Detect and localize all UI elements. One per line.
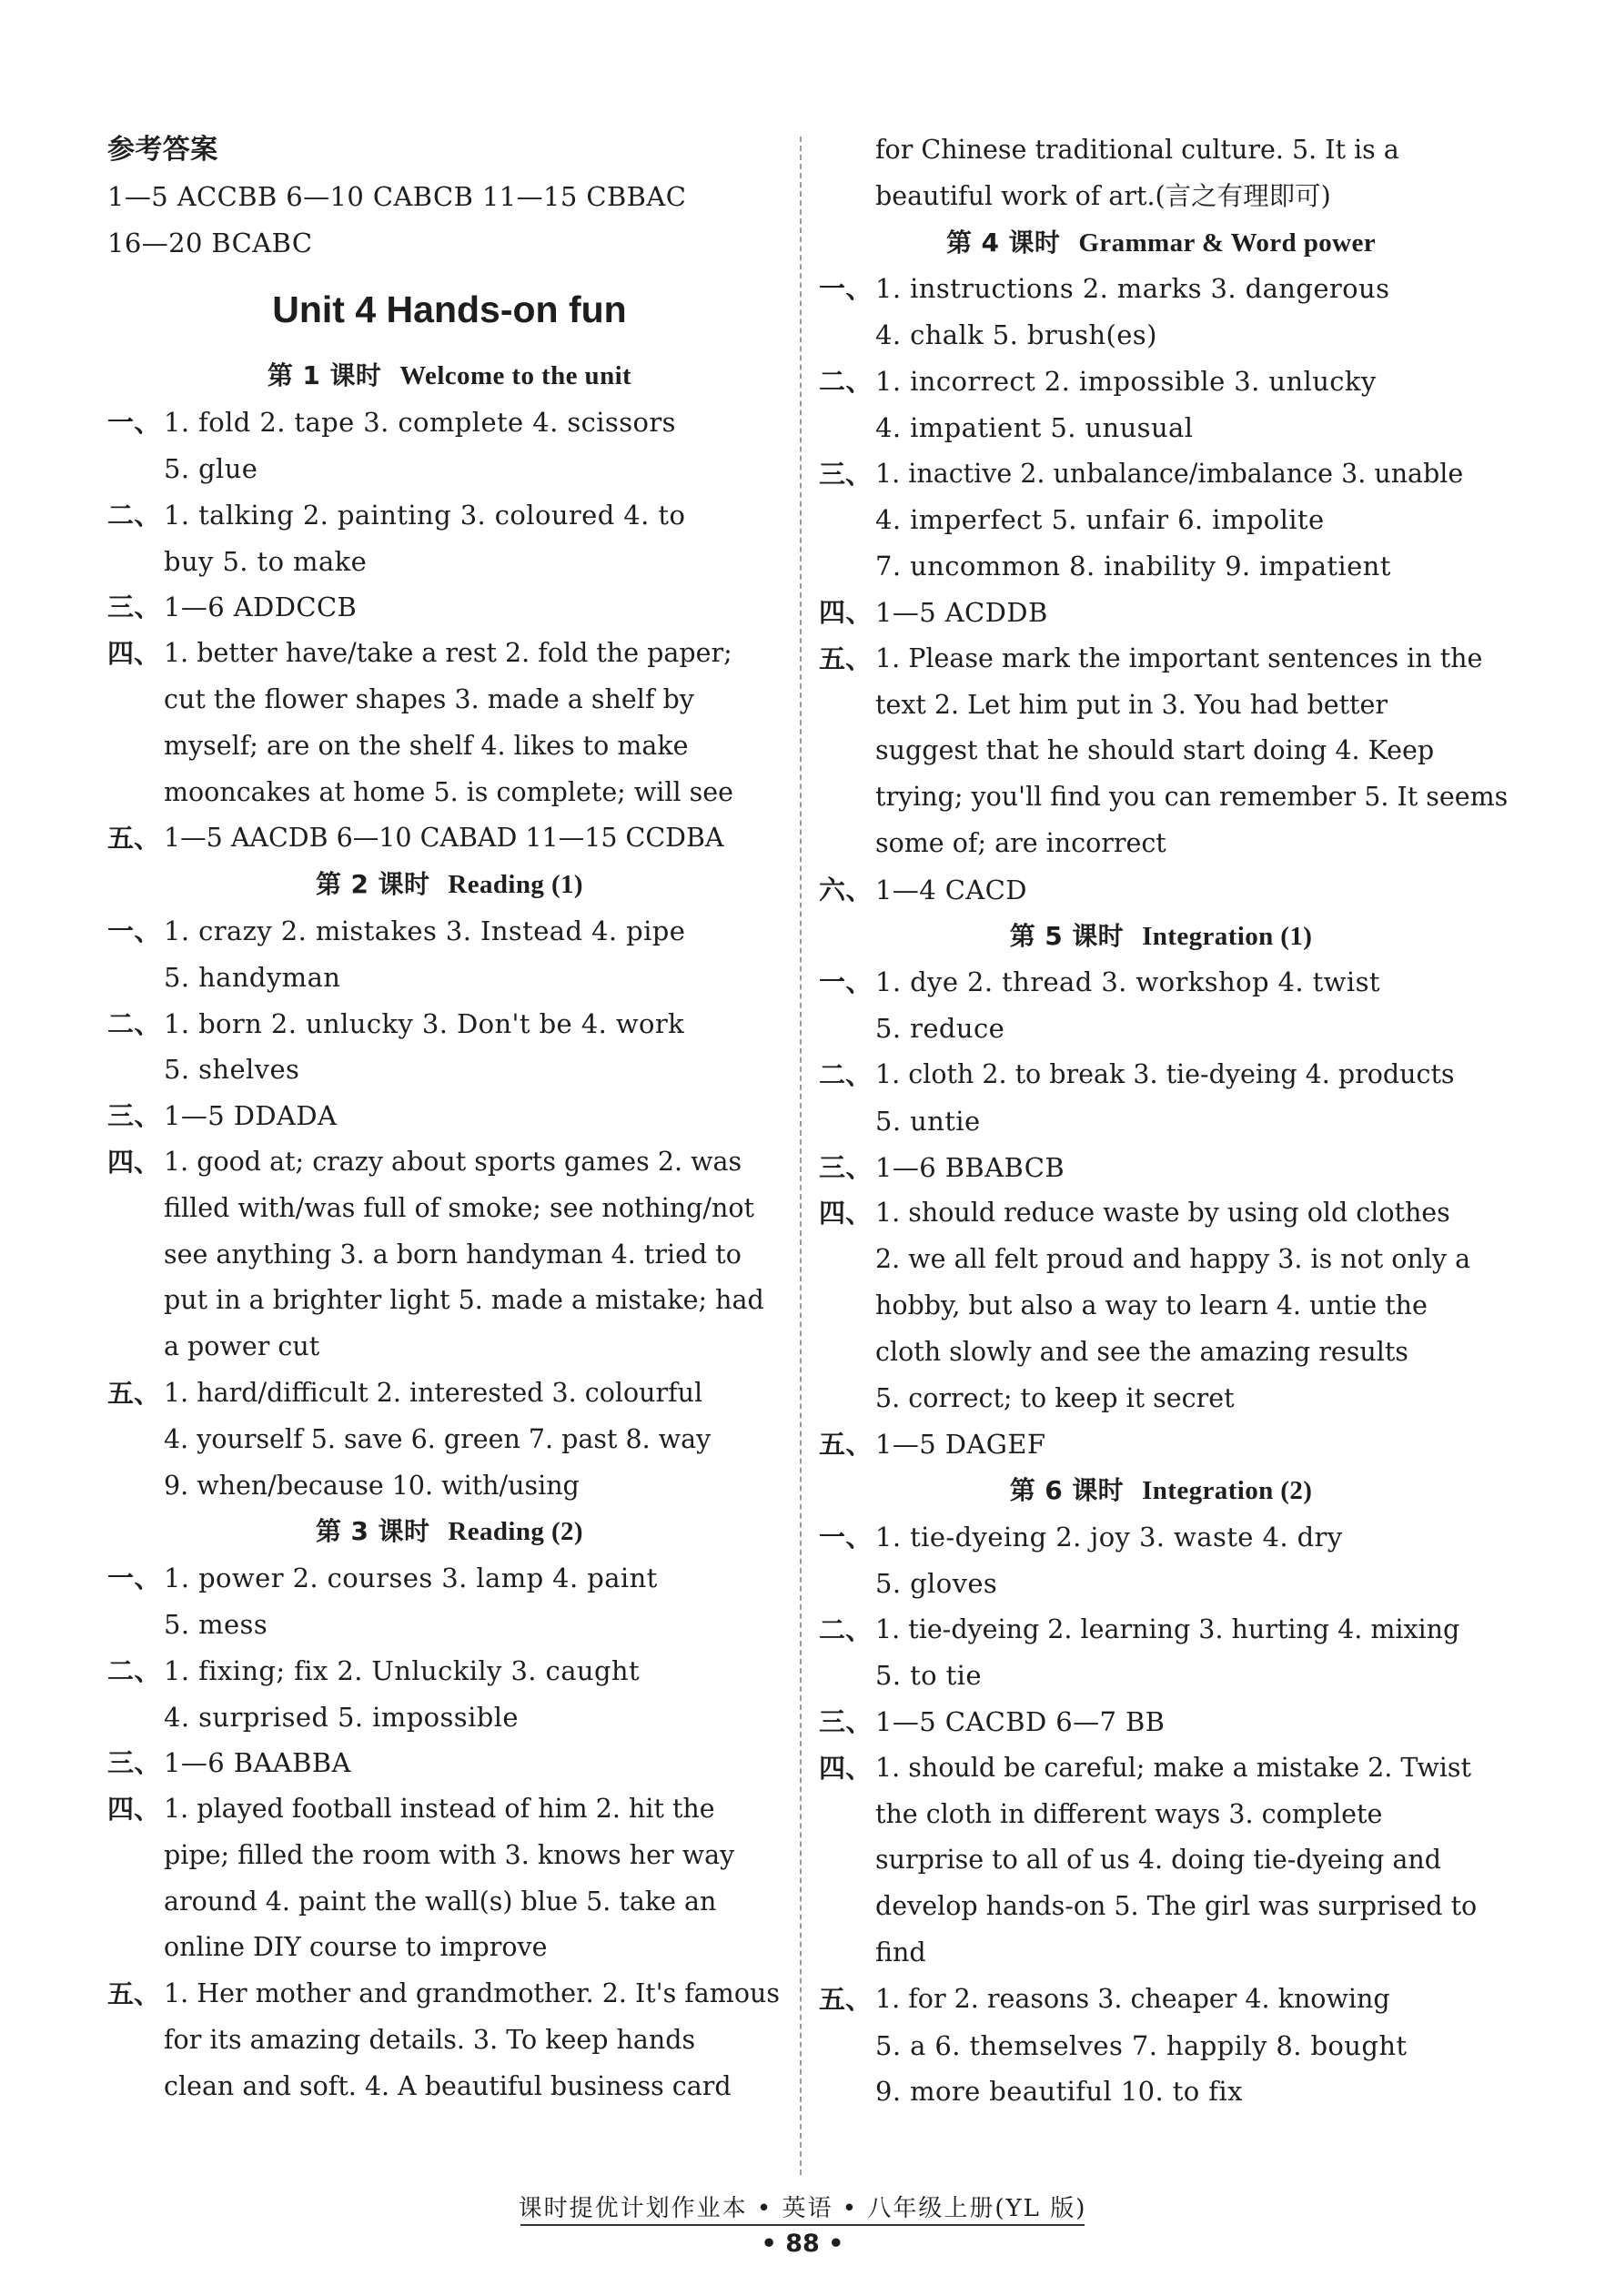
- answer-text: 5. to tie: [875, 1660, 982, 1692]
- answer-text: 1—5 DDADA: [164, 1100, 338, 1132]
- lesson-1-heading: [107, 353, 792, 400]
- answer-text: surprise to all of us 4. doing tie-dyeing and: [875, 1845, 1441, 1876]
- answer-text: beautiful work of art.(言之有理即可): [875, 180, 1331, 211]
- section-marker: 五、: [107, 1377, 161, 1409]
- answer-line: [107, 955, 792, 1001]
- answer-line: [819, 590, 1503, 636]
- answer-line: [107, 1417, 792, 1463]
- answer-line: [819, 1098, 1503, 1145]
- answer-text: 1. instructions 2. marks 3. dangerous: [875, 273, 1390, 305]
- answer-line: [819, 497, 1503, 543]
- answer-line: [107, 908, 792, 955]
- answer-text: 5. glue: [164, 452, 258, 484]
- answer-line: [819, 2068, 1503, 2115]
- answer-text: trying; you'll find you can remember 5. It seems: [875, 782, 1509, 813]
- answer-line: [819, 1792, 1503, 1838]
- answer-text: 1. Her mother and grandmother. 2. It's famous: [164, 1978, 780, 2009]
- answer-line: [107, 1047, 792, 1093]
- answer-text: 1—4 CACD: [875, 874, 1027, 905]
- answer-line: [107, 1463, 792, 1510]
- answer-text: 1. cloth 2. to break 3. tie-dyeing 4. products: [875, 1058, 1455, 1089]
- answer-line: [819, 1653, 1503, 1699]
- section-marker: 四、: [819, 1198, 873, 1229]
- answer-text: 1. for 2. reasons 3. cheaper 4. knowing: [875, 1983, 1390, 2014]
- answer-text: 4. chalk 5. brush(es): [875, 319, 1157, 351]
- answer-text: online DIY course to improve: [164, 1932, 548, 1963]
- answer-text: 1—5 CACBD 6—7 BB: [875, 1706, 1166, 1738]
- answer-line: [107, 400, 792, 446]
- section-marker: 一、: [107, 1563, 161, 1594]
- lesson-number: 第 3 课时: [316, 1516, 430, 1547]
- answer-line: [819, 543, 1503, 590]
- answer-line: [819, 1006, 1503, 1052]
- answer-text: 5. shelves: [164, 1054, 300, 1086]
- answer-text: around 4. paint the wall(s) blue 5. take an: [164, 1886, 717, 1917]
- answer-line: [819, 266, 1503, 312]
- section-marker: 六、: [819, 874, 873, 905]
- answer-text: 1. inactive 2. unbalance/imbalance 3. unable: [875, 458, 1464, 489]
- lesson-number: 第 5 课时: [1009, 920, 1125, 951]
- answer-text: 1—5 AACDB 6—10 CABAD 11—15 CCDBA: [164, 823, 724, 854]
- answer-text: 4. impatient 5. unusual: [875, 411, 1194, 443]
- answer-text: pipe; filled the room with 3. knows her way: [164, 1839, 735, 1870]
- answer-line: [819, 1052, 1503, 1098]
- answer-line: [107, 1786, 792, 1833]
- answer-text: 1. fixing; fix 2. Unluckily 3. caught: [164, 1654, 641, 1686]
- answer-line: [819, 1237, 1503, 1283]
- answer-text: 7. uncommon 8. inability 9. impatient: [875, 551, 1391, 582]
- lesson-name: Integration (1): [1142, 921, 1313, 951]
- section-marker: 四、: [819, 596, 873, 628]
- section-marker: 五、: [819, 1429, 873, 1461]
- answer-text: 1. good at; crazy about sports games 2. was: [164, 1146, 742, 1177]
- section-marker: 二、: [107, 1007, 161, 1039]
- answer-line: [107, 1001, 792, 1047]
- answer-text: 2. we all felt proud and happy 3. is not only a: [875, 1244, 1471, 1275]
- answer-text: 9. more beautiful 10. to fix: [875, 2076, 1243, 2108]
- answer-text: 1. played football instead of him 2. hit the: [164, 1794, 715, 1825]
- lesson-5-heading: [819, 914, 1503, 960]
- answer-text: 1. born 2. unlucky 3. Don't be 4. work: [164, 1007, 685, 1039]
- answer-text: 5. mess: [164, 1608, 268, 1640]
- lesson-number: 第 6 课时: [1009, 1475, 1125, 1506]
- answer-text: the cloth in different ways 3. complete: [875, 1798, 1383, 1829]
- answer-text: 1. power 2. courses 3. lamp 4. paint: [164, 1563, 658, 1594]
- unit-title: Unit 4 Hands-on fun: [272, 288, 627, 331]
- answer-text: 5. untie: [875, 1105, 981, 1137]
- answer-text: 1—6 BAABBA: [164, 1747, 351, 1779]
- answer-text: 4. surprised 5. impossible: [164, 1701, 519, 1733]
- lesson-name: Integration (2): [1142, 1476, 1313, 1506]
- section-marker: 五、: [819, 1983, 873, 2015]
- answer-line: [107, 770, 792, 816]
- answer-text: for its amazing details. 3. To keep hands: [164, 2025, 696, 2056]
- answer-line: [819, 1745, 1503, 1792]
- section-marker: 一、: [107, 915, 161, 946]
- answer-line: [107, 1602, 792, 1648]
- answer-line: [107, 584, 792, 631]
- answer-line: [819, 1145, 1503, 1191]
- answer-key-line: 1—5 ACCBB 6—10 CABCB 11—15 CBBAC: [107, 180, 687, 212]
- footer-rule: [520, 2224, 1085, 2226]
- answer-line: [107, 1925, 792, 1971]
- answer-line: [107, 1833, 792, 1879]
- answer-line: [107, 631, 792, 677]
- answer-line: [819, 1283, 1503, 1330]
- answer-text: 1. better have/take a rest 2. fold the paper;: [164, 638, 732, 669]
- answer-text: 9. when/because 10. with/using: [164, 1470, 580, 1501]
- answer-text: 1—6 ADDCCB: [164, 592, 358, 623]
- answer-line: [819, 683, 1503, 729]
- answer-text: clean and soft. 4. A beautiful business card: [164, 2070, 732, 2101]
- answer-text: 1. incorrect 2. impossible 3. unlucky: [875, 365, 1377, 397]
- answer-text: 4. imperfect 5. unfair 6. impolite: [875, 504, 1325, 536]
- answer-text: put in a brighter light 5. made a mistake; had: [164, 1285, 764, 1316]
- answer-line: [819, 1190, 1503, 1237]
- lesson-name: Reading (2): [448, 1517, 583, 1547]
- section-marker: 一、: [819, 966, 873, 998]
- answer-text: 1. should reduce waste by using old clothes: [875, 1198, 1450, 1229]
- lesson-name: Grammar & Word power: [1078, 228, 1377, 258]
- answer-text: buy 5. to make: [164, 545, 368, 577]
- answer-line: [107, 1278, 792, 1324]
- section-marker: 三、: [107, 1747, 161, 1779]
- section-marker: 五、: [107, 1978, 161, 2010]
- section-marker: 三、: [819, 1706, 873, 1738]
- section-marker: 四、: [107, 1794, 161, 1826]
- lesson-number: 第 1 课时: [267, 360, 382, 391]
- answer-line: [819, 127, 1503, 174]
- answer-line: [819, 821, 1503, 867]
- answer-text: for Chinese traditional culture. 5. It is a: [875, 135, 1399, 165]
- answer-text: develop hands-on 5. The girl was surprised to: [875, 1891, 1478, 1922]
- answer-line: [819, 2023, 1503, 2069]
- right-column: [819, 127, 1509, 2115]
- section-marker: 四、: [819, 1752, 873, 1784]
- answer-text: 1. tie-dyeing 2. joy 3. waste 4. dry: [875, 1521, 1343, 1553]
- section-marker: 五、: [819, 642, 873, 674]
- section-marker: 三、: [107, 592, 161, 623]
- answer-text: 1. should be careful; make a mistake 2. Twist: [875, 1752, 1471, 1783]
- answer-text: text 2. Let him put in 3. You had better: [875, 689, 1388, 720]
- answer-line: [819, 867, 1503, 914]
- lesson-4-heading: [819, 220, 1503, 267]
- footer-book-title: 课时提优计划作业本 • 英语 • 八年级上册(YL 版): [518, 2195, 1087, 2222]
- answer-line: [107, 1694, 792, 1741]
- answer-text: 5. handyman: [164, 961, 341, 993]
- answer-text: 1. tie-dyeing 2. learning 3. hurting 4. mixing: [875, 1613, 1460, 1644]
- answer-line: [107, 1232, 792, 1279]
- answer-text: mooncakes at home 5. is complete; will see: [164, 776, 733, 807]
- answer-line: [819, 1884, 1503, 1930]
- answer-text: 1. talking 2. painting 3. coloured 4. to: [164, 499, 686, 531]
- answer-line: [819, 1421, 1503, 1468]
- column-divider: [800, 137, 802, 2175]
- lesson-number: 第 2 课时: [316, 869, 430, 900]
- answer-text: 5. reduce: [875, 1013, 1005, 1045]
- section-marker: 一、: [819, 1521, 873, 1553]
- answer-line: [107, 1093, 792, 1139]
- answer-text: 1. crazy 2. mistakes 3. Instead 4. pipe: [164, 915, 686, 946]
- answer-line: [107, 539, 792, 585]
- answer-text: cut the flower shapes 3. made a shelf by: [164, 683, 694, 714]
- lesson-name: Welcome to the unit: [399, 361, 632, 391]
- answer-line: [107, 1740, 792, 1786]
- answer-text: 1. hard/difficult 2. interested 3. colourful: [164, 1377, 703, 1408]
- section-marker: 二、: [107, 1654, 161, 1686]
- answer-line: [819, 1561, 1503, 1607]
- section-marker: 五、: [107, 823, 161, 855]
- answer-text: 1—6 BBABCB: [875, 1151, 1065, 1183]
- answer-line: [819, 1930, 1503, 1977]
- answer-line: [107, 815, 792, 862]
- answer-line: [819, 1699, 1503, 1745]
- section-marker: 二、: [819, 1613, 873, 1645]
- answer-text: 1—5 ACDDB: [875, 596, 1048, 628]
- answer-line: [819, 451, 1503, 498]
- answer-line: [819, 312, 1503, 359]
- left-column: [107, 127, 792, 2110]
- section-marker: 一、: [819, 273, 873, 305]
- answer-line: [107, 446, 792, 492]
- answer-text: cloth slowly and see the amazing results: [875, 1336, 1408, 1367]
- answer-line: [819, 1977, 1503, 2023]
- answer-text: 1. fold 2. tape 3. complete 4. scissors: [164, 407, 676, 439]
- answer-text: a power cut: [164, 1331, 320, 1362]
- answer-line: [107, 492, 792, 539]
- answer-text: 1. Please mark the important sentences in the: [875, 642, 1483, 673]
- answer-line: [107, 2064, 792, 2110]
- answer-text: filled with/was full of smoke; see nothing/not: [164, 1192, 754, 1223]
- answer-line: [107, 1139, 792, 1186]
- section-marker: 二、: [107, 499, 161, 531]
- answer-line: [819, 728, 1503, 774]
- answer-text: myself; are on the shelf 4. likes to make: [164, 730, 689, 761]
- answer-line: [819, 1330, 1503, 1376]
- section-marker: 二、: [819, 365, 873, 397]
- answer-text: 5. correct; to keep it secret: [875, 1382, 1235, 1413]
- answer-text: 4. yourself 5. save 6. green 7. past 8. way: [164, 1423, 712, 1454]
- answer-text: hobby, but also a way to learn 4. untie the: [875, 1290, 1428, 1320]
- answer-line: [107, 723, 792, 770]
- answer-key-line: 16—20 BCABC: [107, 227, 313, 258]
- answer-text: 5. gloves: [875, 1567, 998, 1599]
- answer-line: [107, 1971, 792, 2018]
- answer-line: [819, 959, 1503, 1006]
- answer-line: [819, 359, 1503, 405]
- section-marker: 四、: [107, 638, 161, 670]
- answer-line: [107, 1648, 792, 1694]
- answer-key-title: 参考答案: [107, 134, 218, 166]
- answer-line: [819, 636, 1503, 683]
- answer-line: [107, 1879, 792, 1926]
- page-number: • 88 •: [761, 2230, 844, 2258]
- answer-text: see anything 3. a born handyman 4. tried to: [164, 1239, 742, 1269]
- lesson-6-heading: [819, 1468, 1503, 1514]
- answer-line: [819, 174, 1503, 220]
- answer-line: [819, 1837, 1503, 1884]
- answer-text: some of; are incorrect: [875, 827, 1166, 858]
- answer-line: [107, 1324, 792, 1371]
- section-marker: 四、: [107, 1146, 161, 1178]
- answer-line: [819, 1376, 1503, 1422]
- lesson-2-heading: [107, 862, 792, 908]
- answer-text: 5. a 6. themselves 7. happily 8. bought: [875, 2029, 1408, 2061]
- lesson-name: Reading (1): [448, 870, 583, 900]
- lesson-number: 第 4 课时: [945, 227, 1061, 258]
- section-marker: 二、: [819, 1058, 873, 1090]
- section-marker: 一、: [107, 407, 161, 439]
- answer-line: [819, 405, 1503, 451]
- lesson-3-heading: [107, 1509, 792, 1555]
- answer-text: suggest that he should start doing 4. Keep: [875, 735, 1435, 766]
- answer-line: [107, 1555, 792, 1602]
- answer-line: [819, 1514, 1503, 1561]
- section-marker: 三、: [107, 1100, 161, 1132]
- answer-line: [107, 2018, 792, 2064]
- section-marker: 三、: [819, 458, 873, 490]
- answer-line: [107, 677, 792, 723]
- answer-line: [819, 1607, 1503, 1654]
- answer-line: [107, 1371, 792, 1417]
- answer-line: [107, 1186, 792, 1232]
- answer-text: 1. dye 2. thread 3. workshop 4. twist: [875, 966, 1380, 998]
- section-marker: 三、: [819, 1151, 873, 1183]
- answer-text: 1—5 DAGEF: [875, 1429, 1046, 1461]
- answer-text: find: [875, 1937, 926, 1968]
- answer-line: [819, 774, 1509, 821]
